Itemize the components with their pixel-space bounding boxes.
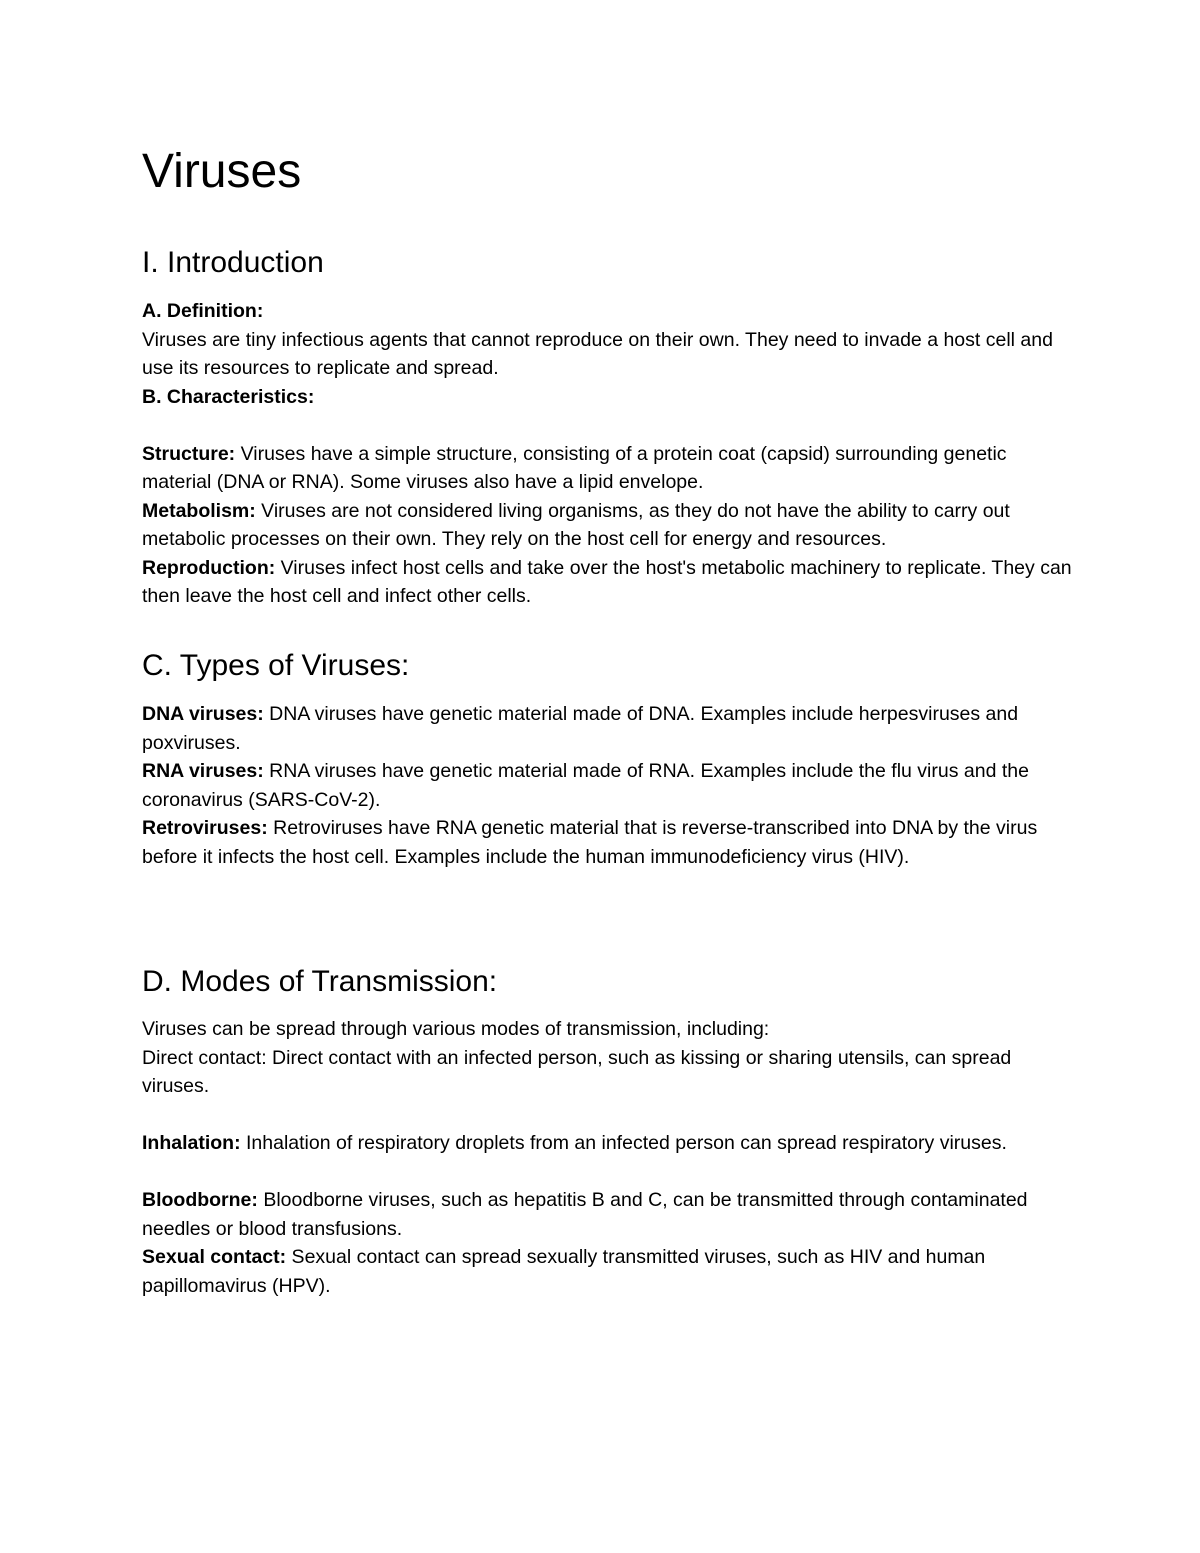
transmission-inhalation: Inhalation: Inhalation of respiratory droplets from an infected person can spread respiratory viruses. [142,1132,1007,1154]
transmission-sexual-contact: Sexual contact: Sexual contact can spread sexually transmitted viruses, such as HIV and human papillomavirus (HPV). [142,1246,986,1297]
spacer [142,1101,1072,1130]
type-rna-viruses: RNA viruses: RNA viruses have genetic material made of RNA. Examples include the flu virus and the coronavirus (SARS-CoV-2). [142,760,1029,811]
characteristic-metabolism: Metabolism: Viruses are not considered living organisms, as they do not have the ability to carry out metabolic processes on their own. They rely on the host cell for energy and resources. [142,499,1010,550]
characteristics-label: B. Characteristics: [142,385,315,408]
section-heading-transmission: D. Modes of Transmission: [142,965,498,998]
transmission-bloodborne: Bloodborne: Bloodborne viruses, such as hepatitis B and C, can be transmitted through contaminated needles or blood transfusions. [142,1189,1028,1240]
type-retroviruses: Retroviruses: Retroviruses have RNA genetic material that is reverse-transcribed into DNA by the virus before it infects the host cell. Examples include the human immunodeficiency virus (HIV). [142,817,1038,868]
spacer [142,411,1072,440]
document-title: Viruses [142,145,302,198]
transmission-section [142,1015,1072,1300]
definition-text: Viruses are tiny infectious agents that cannot reproduce on their own. They need to invade a host cell and use its resources to replicate and spread. [142,328,1053,379]
characteristic-reproduction: Reproduction: Viruses infect host cells and take over the host's metabolic machinery to replicate. They can then leave the host cell and infect other cells. [142,556,1072,607]
transmission-intro: Viruses can be spread through various modes of transmission, including: [142,1018,770,1040]
introduction-section [142,297,1072,611]
definition-label: A. Definition: [142,300,264,322]
types-section [142,700,1072,871]
spacer [142,1158,1072,1187]
section-heading-types: C. Types of Viruses: [142,649,410,682]
type-dna-viruses: DNA viruses: DNA viruses have genetic material made of DNA. Examples include herpesviruses and poxviruses. [142,703,1019,754]
transmission-direct-contact: Direct contact: Direct contact with an infected person, such as kissing or sharing utensils, can spread viruses. [142,1046,1012,1097]
characteristic-structure: Structure: Viruses have a simple structure, consisting of a protein coat (capsid) surrounding genetic material (DNA or RNA). Some viruses also have a lipid envelope. [142,442,1007,493]
section-heading-introduction: I. Introduction [142,246,324,279]
